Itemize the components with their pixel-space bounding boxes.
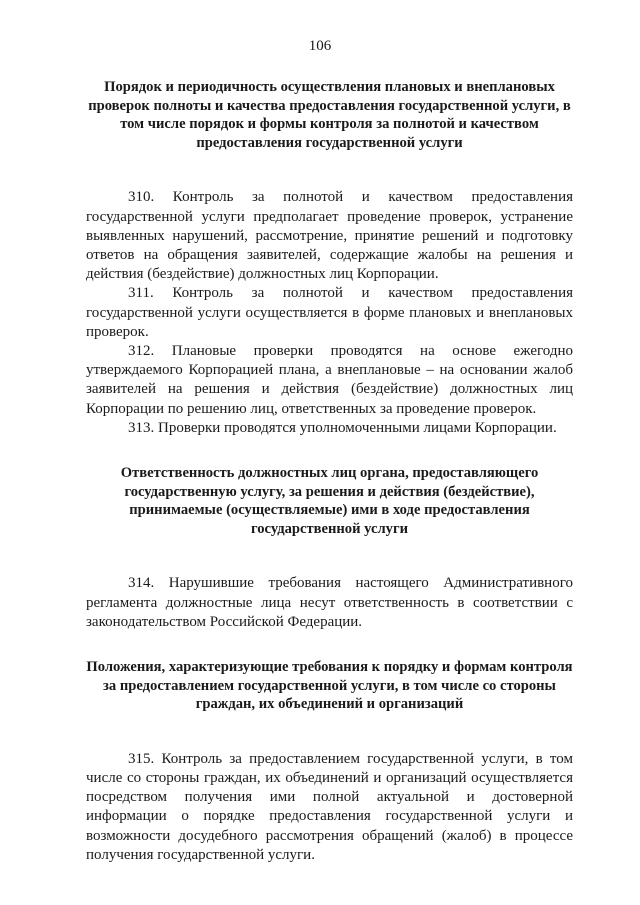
paragraph-315: 315. Контроль за предоставлением государственной услуги, в том числе со стороны граждан, их объединений и организаций осуществляется посредством получения ими полной актуальной и достоверной информации о порядке предоставления государственной услуги и возможности досудебного рассмотрения обращений (жалоб) в процессе получения государственной услуги. [86, 750, 573, 863]
section-heading-public-control: Положения, характеризующие требования к порядку и формам контроля за предоставлением государственной услуги, в том числе со стороны граждан, их объединений и организаций [86, 659, 573, 713]
paragraph-312: 312. Плановые проверки проводятся на основе ежегодно утверждаемого Корпорацией плана, а внеплановые – на основании жалоб заявителей на решения и действия (бездействие) должностных лиц Корпорации по решению лиц, ответственных за проведение проверок. [86, 343, 573, 417]
paragraph-313: 313. Проверки проводятся уполномоченными лицами Корпорации. [128, 419, 557, 436]
paragraph-314: 314. Нарушившие требования настоящего Административного регламента должностные лица несут ответственность в соответствии с законодательством Российской Федерации. [86, 575, 573, 630]
document-body [86, 78, 573, 865]
page-number: 106 [308, 38, 332, 54]
paragraph-311: 311. Контроль за полнотой и качеством предоставления государственной услуги осуществляется в форме плановых и внеплановых проверок. [86, 285, 573, 340]
section-heading-control-procedure: Порядок и периодичность осуществления плановых и внеплановых проверок полноты и качества предоставления государственной услуги, в том числе порядок и формы контроля за полнотой и качеством предоставления государственной услуги [88, 79, 571, 151]
section-heading-official-responsibility: Ответственность должностных лиц органа, предоставляющего государственную услугу, за решения и действия (бездействие), принимаемые (осуществляемые) ими в ходе предоставления государственной услуги [120, 465, 539, 537]
paragraph-310: 310. Контроль за полнотой и качеством предоставления государственной услуги предполагает проведение проверок, устранение выявленных нарушений, рассмотрение, принятие решений и подготовку ответов на обращения заявителей, содержащие жалобы на решения и действия (бездействие) должностных лиц Корпорации. [86, 189, 573, 283]
